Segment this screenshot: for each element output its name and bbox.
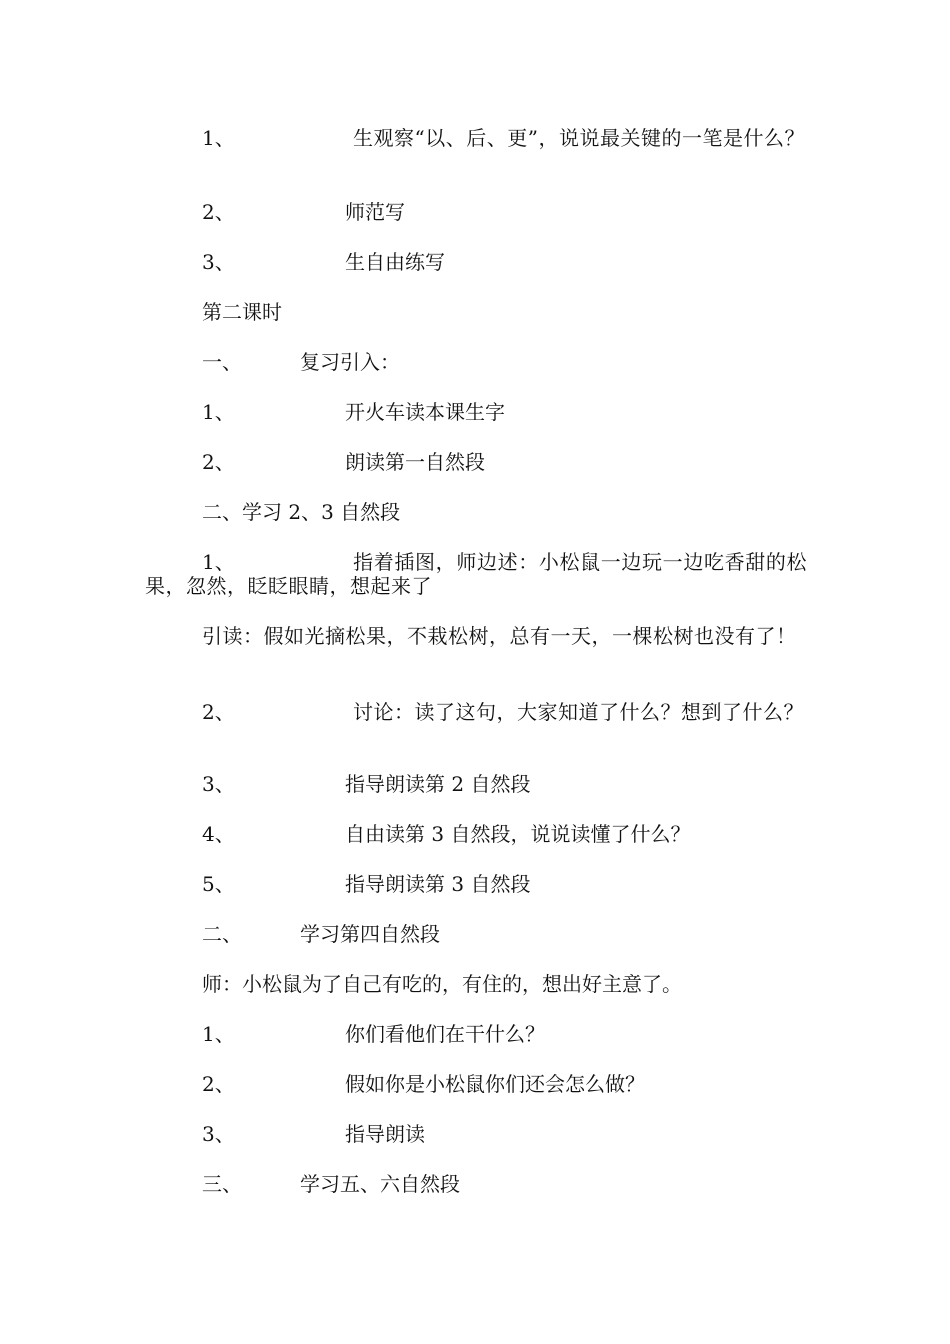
item-text: 生观察“以、后、更”，说说最关键的一笔是什么？ bbox=[353, 126, 805, 150]
item-number: 3、 bbox=[202, 772, 235, 796]
item-number: 4、 bbox=[202, 822, 235, 846]
item-text: 你们看他们在干什么？ bbox=[345, 1022, 545, 1046]
paragraph: 引读：假如光摘松果，不栽松树，总有一天，一棵松树也没有了！ bbox=[202, 624, 797, 648]
list-item bbox=[145, 700, 807, 724]
list-item bbox=[145, 550, 807, 598]
item-number: 3、 bbox=[202, 250, 235, 274]
item-number: 3、 bbox=[202, 1122, 235, 1146]
item-text: 假如你是小松鼠你们还会怎么做？ bbox=[345, 1072, 645, 1096]
item-number: 1、 bbox=[202, 400, 235, 424]
item-number: 1、 bbox=[202, 1022, 235, 1046]
item-text: 师范写 bbox=[345, 200, 405, 224]
item-text: 学习第四自然段 bbox=[300, 922, 440, 946]
item-number: 1、 bbox=[202, 126, 235, 150]
item-text: 自由读第 3 自然段，说说读懂了什么？ bbox=[345, 822, 691, 846]
item-text: 学习五、六自然段 bbox=[300, 1172, 460, 1196]
section-heading: 第二课时 bbox=[202, 300, 282, 324]
item-text: 指导朗读 bbox=[345, 1122, 425, 1146]
item-number: 2、 bbox=[202, 700, 235, 724]
item-number: 二、 bbox=[202, 922, 242, 946]
item-text: 朗读第一自然段 bbox=[345, 450, 485, 474]
item-text: 讨论：读了这句，大家知道了什么？想到了什么？ bbox=[353, 700, 804, 724]
item-text: 生自由练写 bbox=[345, 250, 445, 274]
item-text: 复习引入： bbox=[300, 350, 400, 374]
item-number: 2、 bbox=[202, 450, 235, 474]
item-text: 指导朗读第 3 自然段 bbox=[345, 872, 531, 896]
item-number: 2、 bbox=[202, 1072, 235, 1096]
item-number: 2、 bbox=[202, 200, 235, 224]
item-number: 一、 bbox=[202, 350, 242, 374]
item-number: 1、 bbox=[202, 550, 235, 574]
list-item bbox=[145, 126, 807, 150]
section-heading: 二、学习 2、3 自然段 bbox=[202, 500, 401, 524]
item-text: 指导朗读第 2 自然段 bbox=[345, 772, 531, 796]
paragraph: 师：小松鼠为了自己有吃的，有住的，想出好主意了。 bbox=[202, 972, 682, 996]
item-number: 5、 bbox=[202, 872, 235, 896]
item-text: 指着插图，师边述：小松鼠一边玩一边吃香甜的松果，忽然，眨眨眼睛，想起来了 bbox=[145, 550, 807, 598]
item-number: 三、 bbox=[202, 1172, 242, 1196]
item-text: 开火车读本课生字 bbox=[345, 400, 505, 424]
